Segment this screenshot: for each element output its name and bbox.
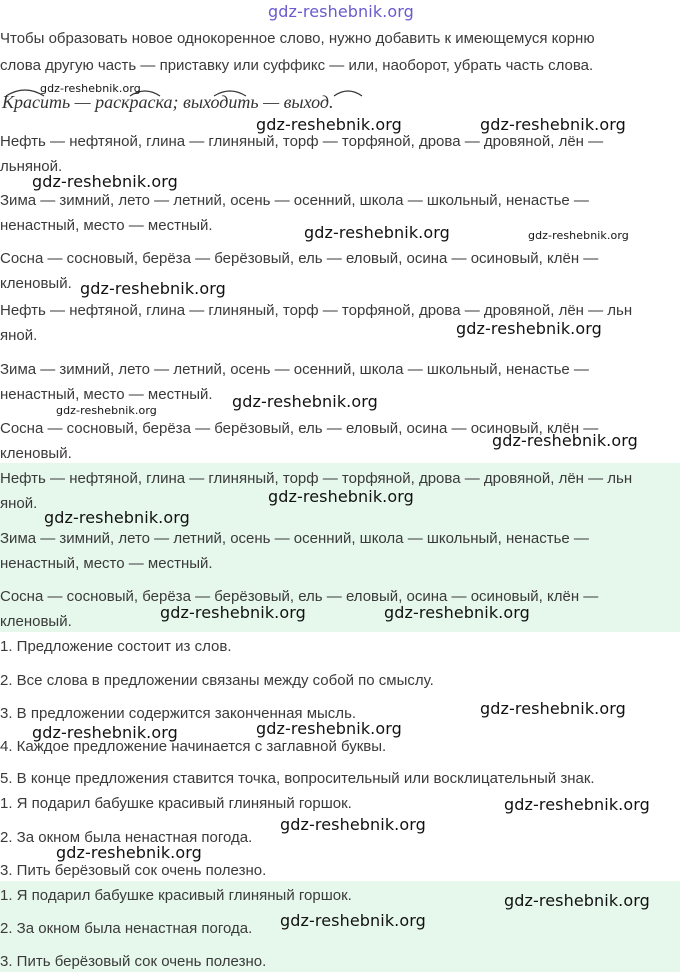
watermark-header: gdz-reshebnik.org [268, 2, 414, 21]
block3-line-2: яной. [0, 495, 38, 512]
watermark-12: gdz-reshebnik.org [44, 508, 190, 527]
watermark-8: gdz-reshebnik.org [232, 392, 378, 411]
block3-line-1: Нефть — нефтяной, глина — глиняный, торф — торфяной, дрова — дровяной, лён — льн [0, 470, 633, 487]
sentence-1: 1. Я подарил бабушке красивый глиняный горшок. [0, 795, 352, 812]
watermark-9: gdz-reshebnik.org [56, 404, 157, 417]
watermark-16: gdz-reshebnik.org [256, 719, 402, 738]
rule-5: 5. В конце предложения ставится точка, вопросительный или восклицательный знак. [0, 770, 595, 787]
block2-line-1: Нефть — нефтяной, глина — глиняный, торф — торфяной, дрова — дровяной, лён — льн [0, 302, 633, 319]
block2-line-5: Сосна — сосновый, берёза — берёзовый, ель — еловый, осина — осиновый, клён — [0, 420, 599, 437]
block2-line-3: Зима — зимний, лето — летний, осень — осенний, школа — школьный, ненастье — [0, 361, 589, 378]
block2-line-6: кленовый. [0, 445, 72, 462]
block1-line-4: ненастный, место — местный. [0, 217, 213, 234]
block3-line-5: Сосна — сосновый, берёза — берёзовый, ель — еловый, осина — осиновый, клён — [0, 588, 599, 605]
intro-line-1: Чтобы образовать новое однокоренное слово, нужно добавить к имеющемуся корню [0, 30, 595, 47]
rule-4: 4. Каждое предложение начинается с заглавной буквы. [0, 738, 387, 755]
watermark-17: gdz-reshebnik.org [32, 723, 178, 742]
watermark-7: gdz-reshebnik.org [456, 319, 602, 338]
rule-3: 3. В предложении содержится законченная мысль. [0, 705, 357, 722]
watermark-14: gdz-reshebnik.org [384, 603, 530, 622]
sentence2-1: 1. Я подарил бабушке красивый глиняный горшок. [0, 887, 352, 904]
block1-line-3: Зима — зимний, лето — летний, осень — осенний, школа — школьный, ненастье — [0, 192, 589, 209]
watermark-19: gdz-reshebnik.org [280, 815, 426, 834]
watermark-1: gdz-reshebnik.org [256, 115, 402, 134]
block2-line-4: ненастный, место — местный. [0, 386, 213, 403]
watermark-10: gdz-reshebnik.org [492, 431, 638, 450]
block3-line-6: кленовый. [0, 613, 72, 630]
sentence-2: 2. За окном была ненастная погода. [0, 829, 253, 846]
watermark-20: gdz-reshebnik.org [56, 843, 202, 862]
watermark-22: gdz-reshebnik.org [280, 911, 426, 930]
watermark-3: gdz-reshebnik.org [32, 172, 178, 191]
watermark-small: gdz-reshebnik.org [40, 82, 141, 95]
watermark-4: gdz-reshebnik.org [304, 223, 450, 242]
block3-line-3: Зима — зимний, лето — летний, осень — осенний, школа — школьный, ненастье — [0, 530, 589, 547]
sentence2-2: 2. За окном была ненастная погода. [0, 920, 253, 937]
block1-line-5: Сосна — сосновый, берёза — берёзовый, ель — еловый, осина — осиновый, клён — [0, 250, 599, 267]
block3-line-4: ненастный, место — местный. [0, 555, 213, 572]
watermark-21: gdz-reshebnik.org [504, 891, 650, 910]
sentence2-3: 3. Пить берёзовый сок очень полезно. [0, 953, 267, 970]
watermark-18: gdz-reshebnik.org [504, 795, 650, 814]
block2-line-2: яной. [0, 327, 38, 344]
intro-line-2: слова другую часть — приставку или суффикс — или, наоборот, убрать часть слова. [0, 57, 594, 74]
rule-1: 1. Предложение состоит из слов. [0, 638, 232, 655]
watermark-6: gdz-reshebnik.org [80, 279, 226, 298]
example-words: Красить — раскраска; выходить — выход. [2, 92, 334, 112]
rule-2: 2. Все слова в предложении связаны между собой по смыслу. [0, 672, 434, 689]
watermark-13: gdz-reshebnik.org [160, 603, 306, 622]
block1-line-2: льняной. [0, 158, 63, 175]
block1-line-6: кленовый. [0, 275, 72, 292]
sentence-3: 3. Пить берёзовый сок очень полезно. [0, 862, 267, 879]
block1-line-1: Нефть — нефтяной, глина — глиняный, торф — торфяной, дрова — дровяной, лён — [0, 133, 604, 150]
watermark-2: gdz-reshebnik.org [480, 115, 626, 134]
watermark-5: gdz-reshebnik.org [528, 229, 629, 242]
watermark-11: gdz-reshebnik.org [268, 487, 414, 506]
watermark-15: gdz-reshebnik.org [480, 699, 626, 718]
